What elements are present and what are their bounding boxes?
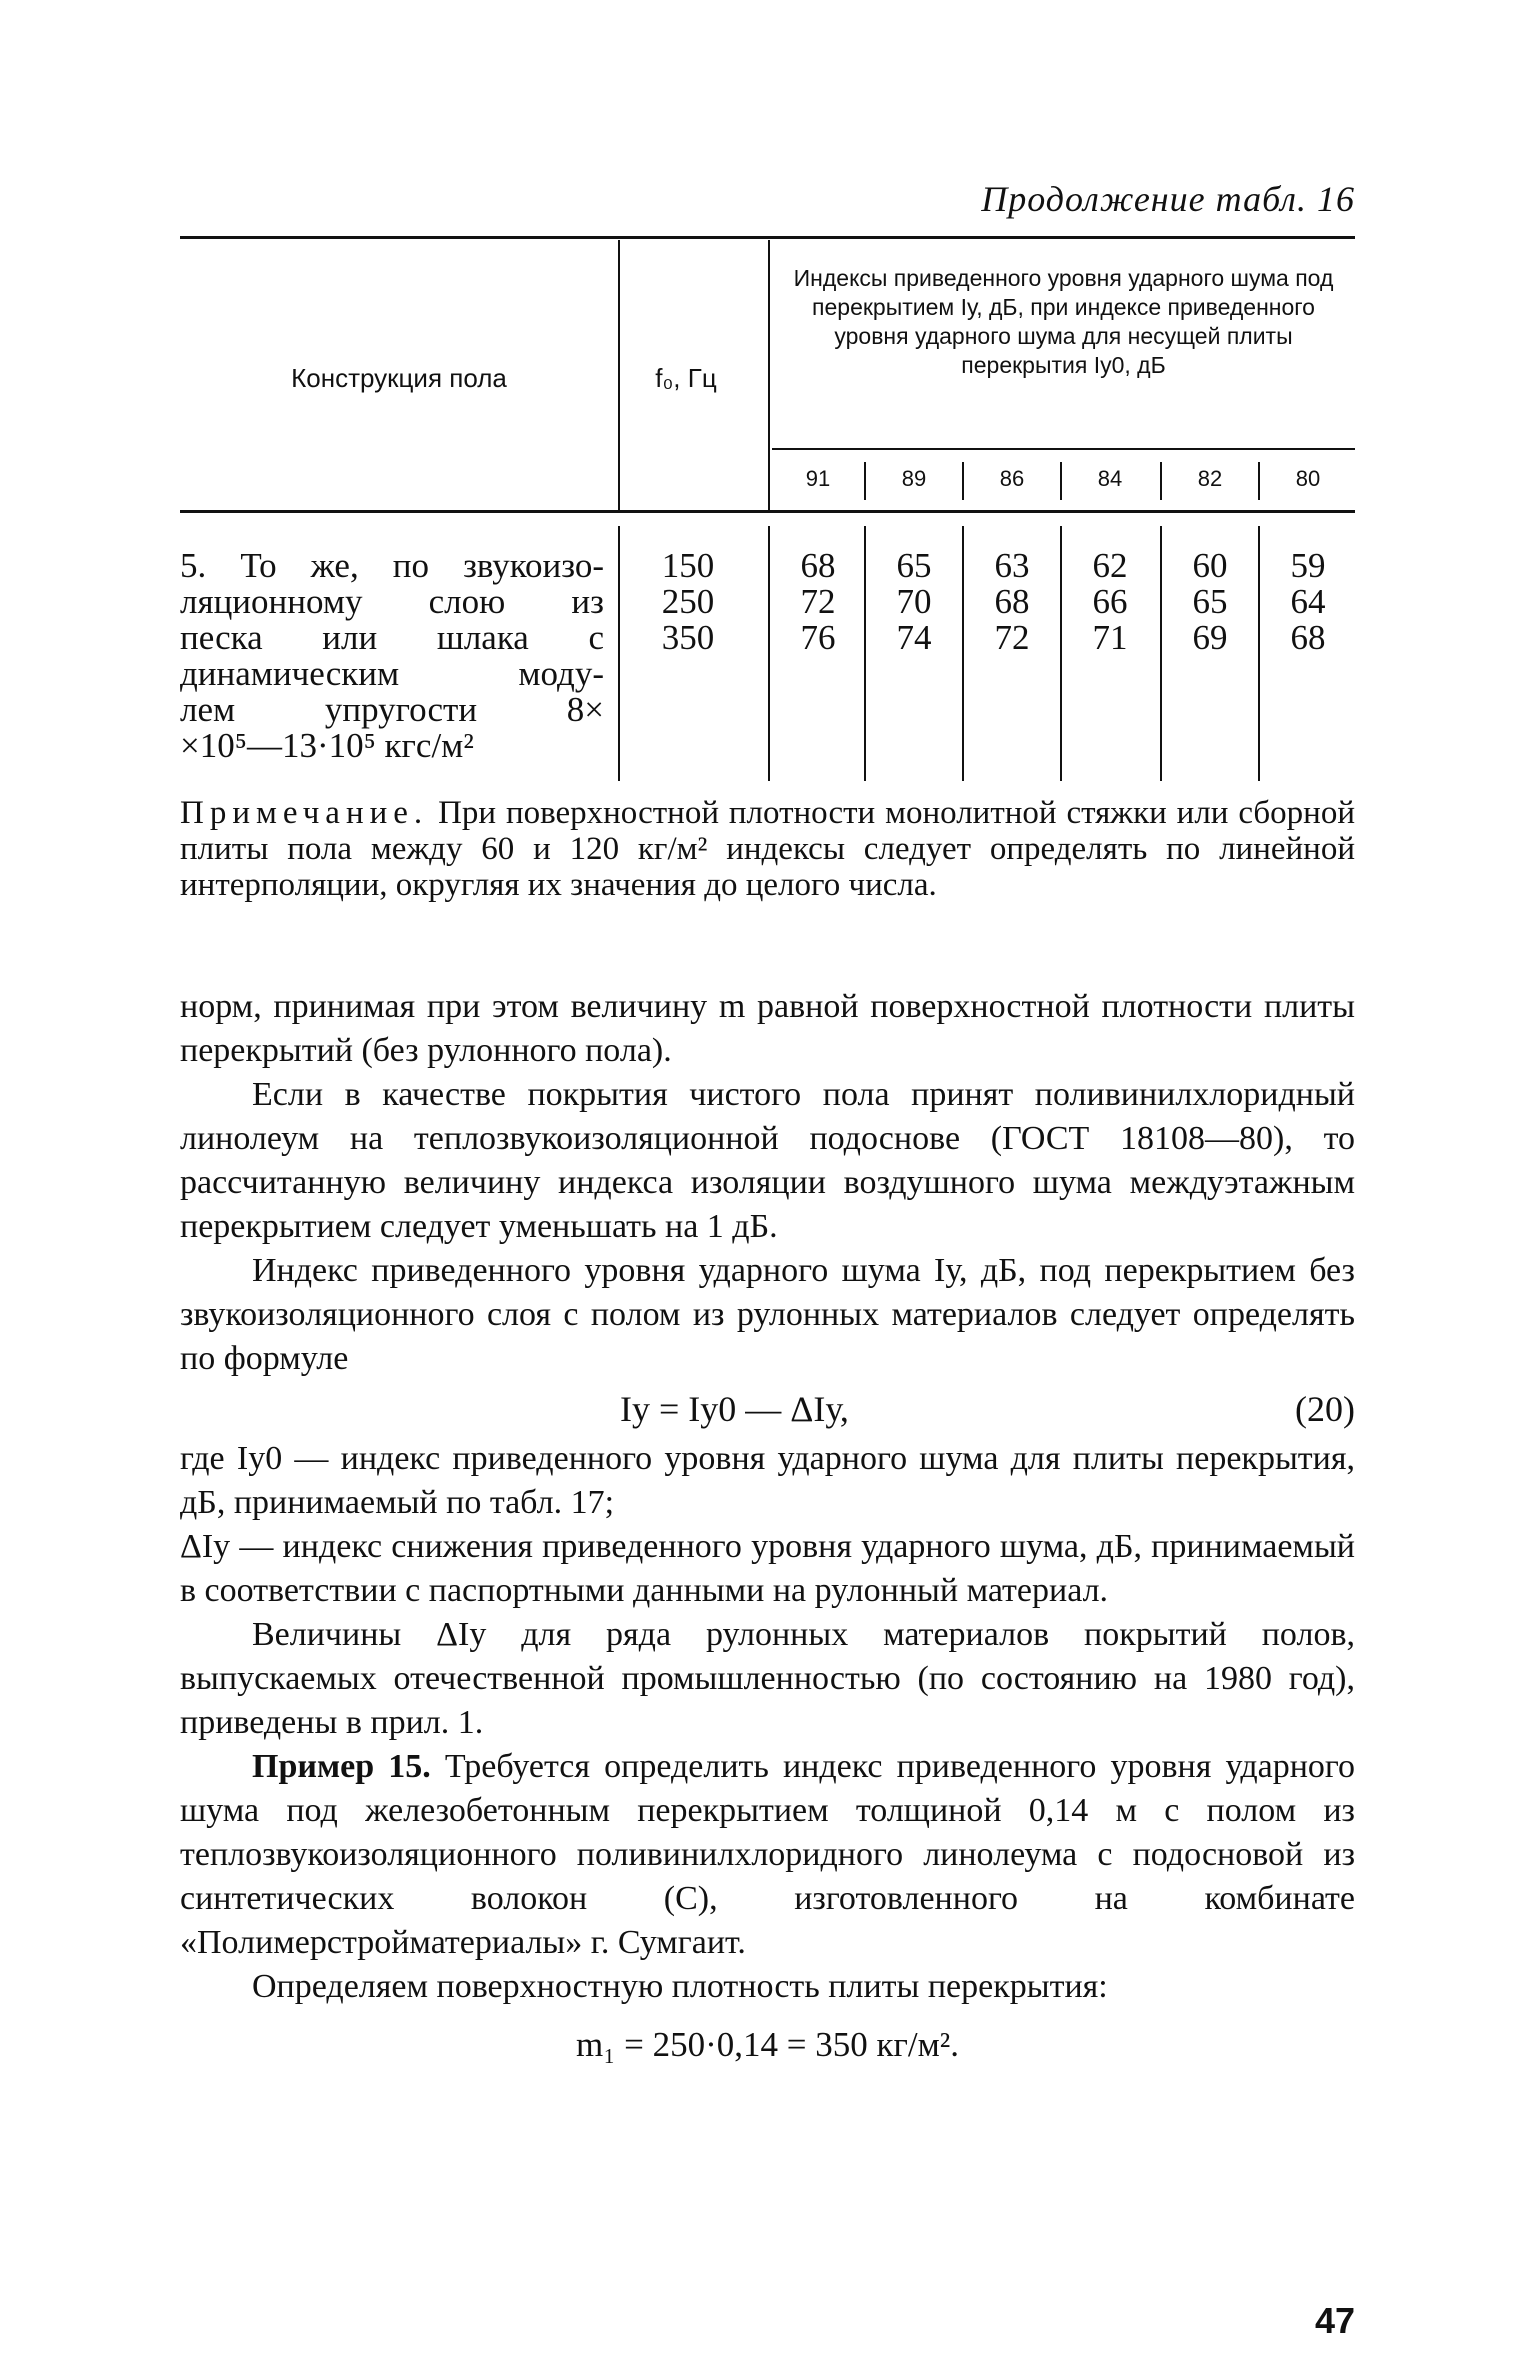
construction-line: ляционному слою из	[180, 582, 604, 621]
cell-values-89	[866, 548, 962, 656]
cell-values-91	[770, 548, 866, 656]
table-value: 65	[1192, 582, 1228, 621]
cell-values-86	[964, 548, 1060, 656]
freq-value: 350	[661, 618, 715, 657]
construction-line: 5. То же, по звукоизо-	[180, 546, 604, 585]
body-text	[180, 985, 1355, 2067]
subheader-91: 91	[805, 466, 831, 491]
note-label: Примечание.	[180, 795, 429, 831]
formula: Iу = Iу0 — ΔIу,	[620, 1389, 849, 1429]
table-value: 69	[1192, 618, 1228, 657]
header-bottom-rule	[180, 510, 1355, 513]
col-divider-body-1	[618, 526, 620, 781]
table-value: 60	[1192, 546, 1228, 585]
header-construction: Конструкция пола	[291, 363, 507, 393]
table-value: 59	[1290, 546, 1326, 585]
paragraph: Определяем поверхностную плотность плиты перекрытия:	[252, 1968, 1108, 2005]
table-value: 62	[1092, 546, 1128, 585]
paragraph	[180, 1745, 1355, 1965]
construction-line: песка или шлака с	[180, 618, 604, 657]
table-value: 71	[1092, 618, 1128, 657]
table-value: 68	[1290, 618, 1326, 657]
cell-construction	[180, 548, 604, 764]
data-table	[180, 236, 1355, 781]
formula-number: (20)	[1295, 1389, 1355, 1429]
table-value: 72	[994, 618, 1030, 657]
construction-line: ×10⁵—13·10⁵ кгс/м²	[180, 726, 474, 765]
cell-values-84	[1062, 548, 1158, 656]
freq-value: 250	[661, 582, 715, 621]
paragraph: где Iу0 — индекс приведенного уровня ударного шума для плиты перекрытия, дБ, принимаемый по табл. 17;	[180, 1440, 1355, 1521]
table-value: 74	[896, 618, 932, 657]
note-text: При поверхностной плотности монолитной стяжки или сборной плиты пола между 60 и 120 кг/м² индексы следует определять по линейной интерполяции, округляя их значения до целого числа.	[180, 795, 1355, 903]
paragraph: Величины ΔIу для ряда рулонных материалов покрытий полов, выпускаемых отечественной промышленностью (по состоянию на 1980 год), приведены в прил. 1.	[180, 1616, 1355, 1741]
cell-values-80	[1260, 548, 1356, 656]
table-value: 66	[1092, 582, 1128, 621]
example-text: Требуется определить индекс приведенного уровня ударного шума под железобетонным перекрытием толщиной 0,14 м с полом из теплозвукоизоляционного поливинилхлоридного линолеума с подосновой из синтетических волокон (С), изготовленного на комбинате «Полимерстройматериалы» г. Сумгаит.	[180, 1748, 1355, 1961]
table-value: 65	[896, 546, 932, 585]
table-value: 64	[1290, 582, 1326, 621]
paragraph: ΔIу — индекс снижения приведенного уровня ударного шума, дБ, принимаемый в соответствии с паспортными данными на рулонный материал.	[180, 1528, 1355, 1609]
table-value: 70	[896, 582, 932, 621]
table-note	[180, 795, 1355, 903]
cell-values-82	[1162, 548, 1258, 656]
table-top-rule	[180, 236, 1355, 239]
subheader-89: 89	[901, 466, 927, 491]
table-value: 68	[800, 546, 836, 585]
paragraph: Индекс приведенного уровня ударного шума Iу, дБ, под перекрытием без звукоизоляционного слоя с полом из рулонных материалов следует определять по формуле	[180, 1252, 1355, 1377]
paragraph: Если в качестве покрытия чистого пола принят поливинилхлоридный линолеум на теплозвукоизоляционной подоснове (ГОСТ 18108—80), то рассчитанную величину индекса изоляции воздушного шума междуэтажным перекрытием следует уменьшать на 1 дБ.	[180, 1076, 1355, 1245]
example-label: Пример 15.	[252, 1748, 431, 1785]
subheader-82: 82	[1197, 466, 1223, 491]
subheader-80: 80	[1295, 466, 1321, 491]
cell-frequency	[640, 548, 736, 656]
formula-row	[180, 1387, 1355, 1435]
construction-line: динамическим моду-	[180, 654, 604, 693]
page	[180, 0, 1355, 2362]
subheader-86: 86	[999, 466, 1025, 491]
table-value: 76	[800, 618, 836, 657]
table-value: 63	[994, 546, 1030, 585]
header-frequency: f₀, Гц	[655, 363, 717, 393]
subheader-rule	[772, 448, 1355, 450]
table-value: 68	[994, 582, 1030, 621]
table-continuation-label: Продолжение табл. 16	[981, 179, 1355, 219]
header-index: Индексы приведенного уровня ударного шума под перекрытием Iу, дБ, при индексе приведенного уровня ударного шума для несущей плиты перекрытия Iу0, дБ	[793, 265, 1334, 378]
subheader-84: 84	[1097, 466, 1123, 491]
paragraph: норм, принимая при этом величину m равной поверхностной плотности плиты перекрытий (без рулонного пола).	[180, 988, 1355, 1069]
freq-value: 150	[661, 546, 715, 585]
page-number: 47	[1314, 2300, 1355, 2341]
construction-line: лем упругости 8×	[180, 690, 604, 729]
formula-surface-density: m₁ = 250·0,14 = 350 кг/м².	[575, 2025, 960, 2064]
table-value: 72	[800, 582, 836, 621]
